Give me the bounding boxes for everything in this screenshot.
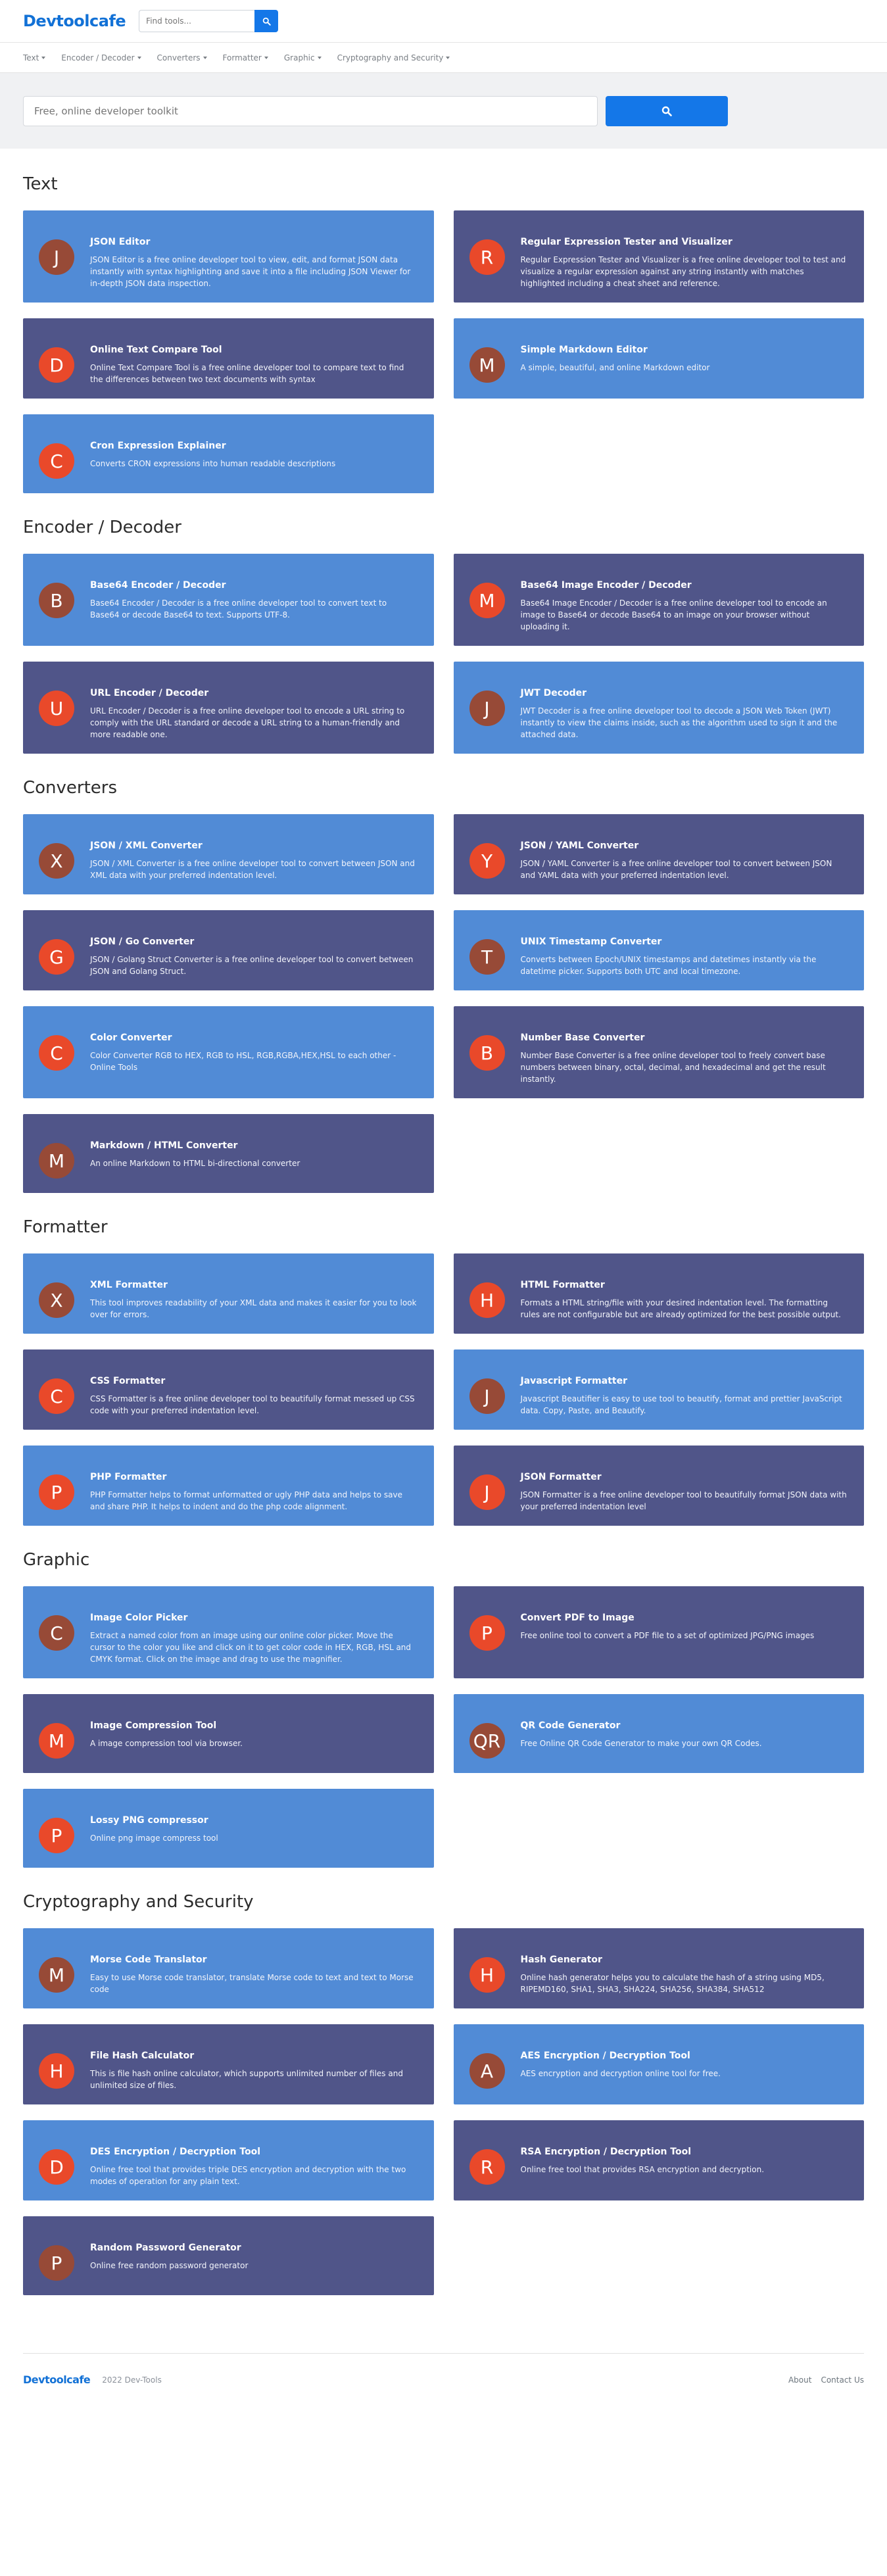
tool-title: CSS Formatter xyxy=(90,1376,166,1386)
tool-card-body xyxy=(90,1707,418,1760)
tool-card-hash-generator[interactable] xyxy=(454,1928,865,2008)
section-title: Graphic xyxy=(23,1550,90,1570)
tool-grid xyxy=(23,210,864,493)
tool-description: JSON Formatter is a free online developer tool to beautifully format JSON data with your preferred indentation level xyxy=(520,1490,847,1511)
tool-card-body xyxy=(90,1363,418,1417)
tool-card-body xyxy=(90,2037,418,2091)
tool-avatar: B xyxy=(39,583,74,618)
tool-title: JSON Editor xyxy=(90,237,151,247)
tool-avatar: R xyxy=(469,239,505,275)
tool-card-body xyxy=(90,2229,418,2282)
tool-card-file-hash-calculator[interactable] xyxy=(23,2024,434,2104)
tool-avatar: G xyxy=(39,939,74,975)
tool-description: Color Converter RGB to HEX, RGB to HSL, RGB,RGBA,HEX,HSL to each other - Online Tools xyxy=(90,1051,396,1072)
tool-description: Base64 Image Encoder / Decoder is a free online developer tool to encode an image to Base64 or decode Base64 to an image on your browser without uploading it. xyxy=(520,598,827,631)
tool-title: Cron Expression Explainer xyxy=(90,441,226,451)
tool-avatar: M xyxy=(39,1723,74,1759)
tool-card-body xyxy=(521,1459,849,1513)
section-formatter xyxy=(23,1193,864,1526)
tool-card-random-password-generator[interactable] xyxy=(23,2216,434,2295)
tool-title: JSON / YAML Converter xyxy=(520,840,639,851)
tool-card-qr-code-generator[interactable] xyxy=(454,1694,865,1773)
tool-card-color-converter[interactable] xyxy=(23,1006,434,1098)
section-graphic xyxy=(23,1526,864,1868)
tool-description: Online png image compress tool xyxy=(90,1834,218,1843)
tool-card-json-go-converter[interactable] xyxy=(23,910,434,990)
caret-down-icon xyxy=(203,57,207,59)
tool-avatar: D xyxy=(39,2149,74,2185)
tool-description: JSON / XML Converter is a free online developer tool to convert between JSON and XML data with your preferred indentation level. xyxy=(90,859,415,880)
tool-grid xyxy=(23,1928,864,2295)
caret-down-icon xyxy=(446,57,450,59)
tool-description: Online hash generator helps you to calculate the hash of a string using MD5, RIPEMD160, SHA1, SHA3, SHA224, SHA256, SHA384, SHA512 xyxy=(520,1973,825,1994)
tool-card-image-compression-tool[interactable] xyxy=(23,1694,434,1773)
tool-title: Base64 Image Encoder / Decoder xyxy=(520,580,692,591)
tool-card-body xyxy=(90,331,418,385)
tool-card-aes-encryption-decryption-tool[interactable] xyxy=(454,2024,865,2104)
tool-avatar: M xyxy=(39,1143,74,1179)
tool-card-body xyxy=(521,224,849,289)
tool-title: Morse Code Translator xyxy=(90,1955,207,1965)
section-title: Encoder / Decoder xyxy=(23,518,181,537)
hero-search-input[interactable] xyxy=(23,96,598,126)
tool-card-image-color-picker[interactable] xyxy=(23,1586,434,1678)
tool-title: Lossy PNG compressor xyxy=(90,1815,208,1826)
nav-item-label: Cryptography and Security xyxy=(337,53,444,62)
header-search-button[interactable] xyxy=(254,10,278,32)
tool-card-json-editor[interactable] xyxy=(23,210,434,303)
nav-item-label: Text xyxy=(23,53,39,62)
tool-avatar: C xyxy=(39,1378,74,1414)
tool-title: Color Converter xyxy=(90,1033,172,1043)
section-cryptography-and-security xyxy=(23,1868,864,2295)
tool-avatar: J xyxy=(469,1378,505,1414)
tool-title: Online Text Compare Tool xyxy=(90,345,222,355)
tool-card-body xyxy=(521,1707,849,1760)
tool-card-body xyxy=(90,1941,418,1995)
copyright: 2022 Dev-Tools xyxy=(102,2375,162,2385)
tool-card-body xyxy=(521,1019,849,1085)
tool-avatar: Y xyxy=(469,843,505,879)
tool-description: Free online tool to convert a PDF file to a set of optimized JPG/PNG images xyxy=(520,1631,815,1640)
tool-card-body xyxy=(90,1127,418,1180)
tool-card-morse-code-translator[interactable] xyxy=(23,1928,434,2008)
tool-card-xml-formatter[interactable] xyxy=(23,1253,434,1334)
footer xyxy=(23,2353,864,2406)
footer-logo[interactable]: Devtoolcafe xyxy=(23,2373,91,2386)
tool-title: DES Encryption / Decryption Tool xyxy=(90,2147,261,2157)
tool-title: PHP Formatter xyxy=(90,1472,167,1482)
tool-description: Online free random password generator xyxy=(90,2261,249,2270)
tool-description: Javascript Beautifier is easy to use tool to beautify, format and prettier JavaScript data. Copy, Paste, and Beautify. xyxy=(520,1394,842,1415)
tool-card-body xyxy=(90,827,418,881)
tool-description: A simple, beautiful, and online Markdown editor xyxy=(520,363,710,372)
tool-title: Regular Expression Tester and Visualizer xyxy=(520,237,732,247)
tool-card-body xyxy=(90,675,418,741)
tool-title: Base64 Encoder / Decoder xyxy=(90,580,226,591)
tool-title: Random Password Generator xyxy=(90,2243,241,2253)
tool-description: Converts between Epoch/UNIX timestamps and datetimes instantly via the datetime picker. Supports both UTC and local timezone. xyxy=(520,955,817,976)
nav-item-converters[interactable] xyxy=(157,53,207,62)
tool-avatar: H xyxy=(39,2053,74,2089)
tool-avatar: P xyxy=(39,2245,74,2281)
tool-avatar: P xyxy=(39,1818,74,1853)
section-title: Cryptography and Security xyxy=(23,1892,254,1912)
tool-card-body xyxy=(521,827,849,881)
tool-description: CSS Formatter is a free online developer tool to beautifully format messed up CSS code with your preferred indentation level. xyxy=(90,1394,415,1415)
tool-title: JWT Decoder xyxy=(520,688,587,698)
tool-title: AES Encryption / Decryption Tool xyxy=(520,2051,690,2061)
tool-card-online-text-compare-tool[interactable] xyxy=(23,318,434,399)
tool-description: Easy to use Morse code translator, translate Morse code to text and text to Morse code xyxy=(90,1973,414,1994)
header-search-input[interactable] xyxy=(139,10,254,32)
tool-avatar: D xyxy=(39,347,74,383)
section-converters xyxy=(23,754,864,1193)
tool-avatar: P xyxy=(39,1474,74,1510)
tool-card-javascript-formatter[interactable] xyxy=(454,1349,865,1430)
tool-card-body xyxy=(521,2133,849,2187)
tool-description: Online free tool that provides RSA encryption and decryption. xyxy=(520,2165,765,2174)
tool-description: Regular Expression Tester and Visualizer is a free online developer tool to test and visualize a regular expression against any string instantly with matches highlighted including a cheat sheet and reference. xyxy=(520,255,846,288)
tool-title: JSON / Go Converter xyxy=(90,936,195,947)
tool-card-body xyxy=(521,1941,849,1995)
section-encoder-decoder xyxy=(23,493,864,754)
tool-title: UNIX Timestamp Converter xyxy=(520,936,662,947)
tool-avatar: C xyxy=(39,443,74,479)
section-title: Text xyxy=(23,174,58,194)
tool-card-php-formatter[interactable] xyxy=(23,1446,434,1526)
tool-title: JSON / XML Converter xyxy=(90,840,203,851)
search-icon xyxy=(661,106,672,116)
tool-card-url-encoder-decoder[interactable] xyxy=(23,662,434,754)
tool-description: Online free tool that provides triple DES encryption and decryption with the two modes of operation for any plain text. xyxy=(90,2165,406,2186)
nav-item-formatter[interactable] xyxy=(223,53,268,62)
tool-title: Convert PDF to Image xyxy=(520,1613,635,1623)
caret-down-icon xyxy=(318,57,322,59)
nav-item-label: Encoder / Decoder xyxy=(61,53,135,62)
top-bar xyxy=(0,0,887,42)
tool-avatar: M xyxy=(39,1957,74,1993)
tool-title: Image Compression Tool xyxy=(90,1720,217,1731)
tool-avatar: B xyxy=(469,1035,505,1071)
hero-search-button[interactable] xyxy=(606,96,728,126)
tool-description: A image compression tool via browser. xyxy=(90,1739,243,1748)
tool-description: An online Markdown to HTML bi-directional converter xyxy=(90,1159,300,1168)
tool-title: XML Formatter xyxy=(90,1280,168,1290)
tool-description: JWT Decoder is a free online developer tool to decode a JSON Web Token (JWT) instantly to view the claims inside, such as the algorithm used to sign it and the attached data. xyxy=(520,706,838,739)
tool-card-body xyxy=(521,675,849,741)
tool-avatar: H xyxy=(469,1957,505,1993)
tool-card-body xyxy=(90,1802,418,1855)
tool-avatar: J xyxy=(39,239,74,275)
footer-link-contact[interactable]: Contact Us xyxy=(821,2375,864,2385)
tool-card-json-yaml-converter[interactable] xyxy=(454,814,865,894)
tool-description: Extract a named color from an image using our online color picker. Move the cursor to the color you like and click on it to get color code in HEX, RGB, HSL and CMYK format. Click on the image and drag to use the magnifier. xyxy=(90,1631,412,1664)
tool-card-des-encryption-decryption-tool[interactable] xyxy=(23,2120,434,2200)
tool-card-regular-expression-tester-and-visualizer[interactable] xyxy=(454,210,865,303)
tool-card-body xyxy=(521,1599,849,1665)
tool-title: HTML Formatter xyxy=(520,1280,605,1290)
tool-description: Number Base Converter is a free online developer tool to freely convert base numbers between binary, octal, decimal, and hexadecimal and get the result instantly. xyxy=(520,1051,826,1084)
footer-left xyxy=(23,2373,162,2386)
tool-card-unix-timestamp-converter[interactable] xyxy=(454,910,865,990)
tool-title: Simple Markdown Editor xyxy=(520,345,648,355)
tool-card-simple-markdown-editor[interactable] xyxy=(454,318,865,399)
tool-description: JSON Editor is a free online developer tool to view, edit, and format JSON data instantly with syntax highlighting and save it into a file including JSON Viewer for in-depth JSON data inspection. xyxy=(90,255,411,288)
tool-description: URL Encoder / Decoder is a free online developer tool to encode a URL string to comply with the URL standard or decode a URL string to a human-friendly and more readable one. xyxy=(90,706,405,739)
tool-description: Formats a HTML string/file with your desired indentation level. The formatting rules are not configurable but are already optimized for the best possible output. xyxy=(520,1298,841,1319)
nav-item-label: Graphic xyxy=(283,53,315,62)
tool-grid xyxy=(23,1253,864,1526)
tool-title: QR Code Generator xyxy=(520,1720,621,1731)
section-text xyxy=(23,149,864,493)
tool-sections xyxy=(0,149,887,2295)
tool-card-cron-expression-explainer[interactable] xyxy=(23,414,434,493)
tool-avatar: J xyxy=(469,691,505,726)
tool-card-body xyxy=(90,567,418,633)
category-nav xyxy=(0,42,887,72)
tool-card-body xyxy=(90,427,418,480)
tool-avatar: X xyxy=(39,843,74,879)
tool-card-body xyxy=(521,331,849,385)
tool-title: RSA Encryption / Decryption Tool xyxy=(520,2147,692,2157)
hero-search-bar xyxy=(0,72,887,149)
tool-avatar: U xyxy=(39,691,74,726)
tool-avatar: J xyxy=(469,1474,505,1510)
tool-card-body xyxy=(90,1459,418,1513)
tool-description: JSON / Golang Struct Converter is a free online developer tool to convert between JSON and Golang Struct. xyxy=(90,955,414,976)
nav-item-text[interactable] xyxy=(23,53,45,62)
tool-card-body xyxy=(90,2133,418,2187)
tool-title: File Hash Calculator xyxy=(90,2051,195,2061)
section-title: Formatter xyxy=(23,1217,108,1237)
tool-title: Javascript Formatter xyxy=(520,1376,627,1386)
tool-card-jwt-decoder[interactable] xyxy=(454,662,865,754)
tool-avatar: C xyxy=(39,1615,74,1651)
tool-card-convert-pdf-to-image[interactable] xyxy=(454,1586,865,1678)
footer-link-about[interactable]: About xyxy=(788,2375,812,2385)
tool-avatar: M xyxy=(469,583,505,618)
tool-title: URL Encoder / Decoder xyxy=(90,688,209,698)
tool-avatar: A xyxy=(469,2053,505,2089)
tool-description: JSON / YAML Converter is a free online developer tool to convert between JSON and YAML data with your preferred indentation level. xyxy=(520,859,832,880)
tool-card-markdown-html-converter[interactable] xyxy=(23,1114,434,1193)
tool-description: AES encryption and decryption online tool for free. xyxy=(520,2069,721,2078)
tool-avatar: C xyxy=(39,1035,74,1071)
tool-title: Markdown / HTML Converter xyxy=(90,1140,238,1151)
tool-card-json-formatter[interactable] xyxy=(454,1446,865,1526)
tool-card-lossy-png-compressor[interactable] xyxy=(23,1789,434,1868)
tool-card-body xyxy=(90,1599,418,1665)
tool-card-body xyxy=(521,1267,849,1321)
tool-avatar: X xyxy=(39,1282,74,1318)
brand-logo[interactable]: Devtoolcafe xyxy=(23,12,126,30)
nav-item-encoder-decoder[interactable] xyxy=(61,53,141,62)
nav-item-cryptography-and-security[interactable] xyxy=(337,53,450,62)
tool-card-number-base-converter[interactable] xyxy=(454,1006,865,1098)
tool-title: Number Base Converter xyxy=(520,1033,645,1043)
tool-avatar: T xyxy=(469,939,505,975)
tool-card-base64-encoder-decoder[interactable] xyxy=(23,554,434,646)
tool-avatar: QR xyxy=(469,1723,505,1759)
tool-card-body xyxy=(90,224,418,289)
tool-description: Converts CRON expressions into human readable descriptions xyxy=(90,459,336,468)
caret-down-icon xyxy=(137,57,141,59)
tool-avatar: P xyxy=(469,1615,505,1651)
tool-card-body xyxy=(521,923,849,977)
tool-description: Online Text Compare Tool is a free online developer tool to compare text to find the differences between two text documents with syntax xyxy=(90,363,404,384)
footer-links xyxy=(788,2375,864,2385)
tool-grid xyxy=(23,554,864,754)
tool-description: Free Online QR Code Generator to make your own QR Codes. xyxy=(520,1739,762,1748)
tool-grid xyxy=(23,1586,864,1868)
nav-item-label: Formatter xyxy=(222,53,262,62)
tool-card-body xyxy=(521,2037,849,2091)
tool-title: Hash Generator xyxy=(520,1955,602,1965)
caret-down-icon xyxy=(41,57,45,59)
tool-card-body xyxy=(90,1267,418,1321)
tool-description: PHP Formatter helps to format unformatted or ugly PHP data and helps to save and share PHP. It helps to indent and do the php code alignment. xyxy=(90,1490,402,1511)
tool-card-json-xml-converter[interactable] xyxy=(23,814,434,894)
header-search xyxy=(139,10,278,32)
nav-item-graphic[interactable] xyxy=(284,53,322,62)
tool-card-body xyxy=(521,1363,849,1417)
tool-card-body xyxy=(90,1019,418,1085)
tool-card-body xyxy=(521,567,849,633)
tool-title: Image Color Picker xyxy=(90,1613,188,1623)
search-icon xyxy=(262,17,271,26)
tool-description: Base64 Encoder / Decoder is a free online developer tool to convert text to Base64 or decode Base64 to text. Supports UTF-8. xyxy=(90,598,387,620)
tool-card-body xyxy=(90,923,418,977)
tool-card-html-formatter[interactable] xyxy=(454,1253,865,1334)
nav-item-label: Converters xyxy=(156,53,201,62)
tool-title: JSON Formatter xyxy=(520,1472,602,1482)
tool-grid xyxy=(23,814,864,1193)
tool-card-css-formatter[interactable] xyxy=(23,1349,434,1430)
tool-card-base64-image-encoder-decoder[interactable] xyxy=(454,554,865,646)
tool-avatar: R xyxy=(469,2149,505,2185)
tool-card-rsa-encryption-decryption-tool[interactable] xyxy=(454,2120,865,2200)
tool-avatar: H xyxy=(469,1282,505,1318)
tool-description: This is file hash online calculator, which supports unlimited number of files and unlimited size of files. xyxy=(90,2069,403,2090)
tool-description: This tool improves readability of your XML data and makes it easier for you to look over for errors. xyxy=(90,1298,417,1319)
section-title: Converters xyxy=(23,778,118,798)
caret-down-icon xyxy=(264,57,268,59)
tool-avatar: M xyxy=(469,347,505,383)
